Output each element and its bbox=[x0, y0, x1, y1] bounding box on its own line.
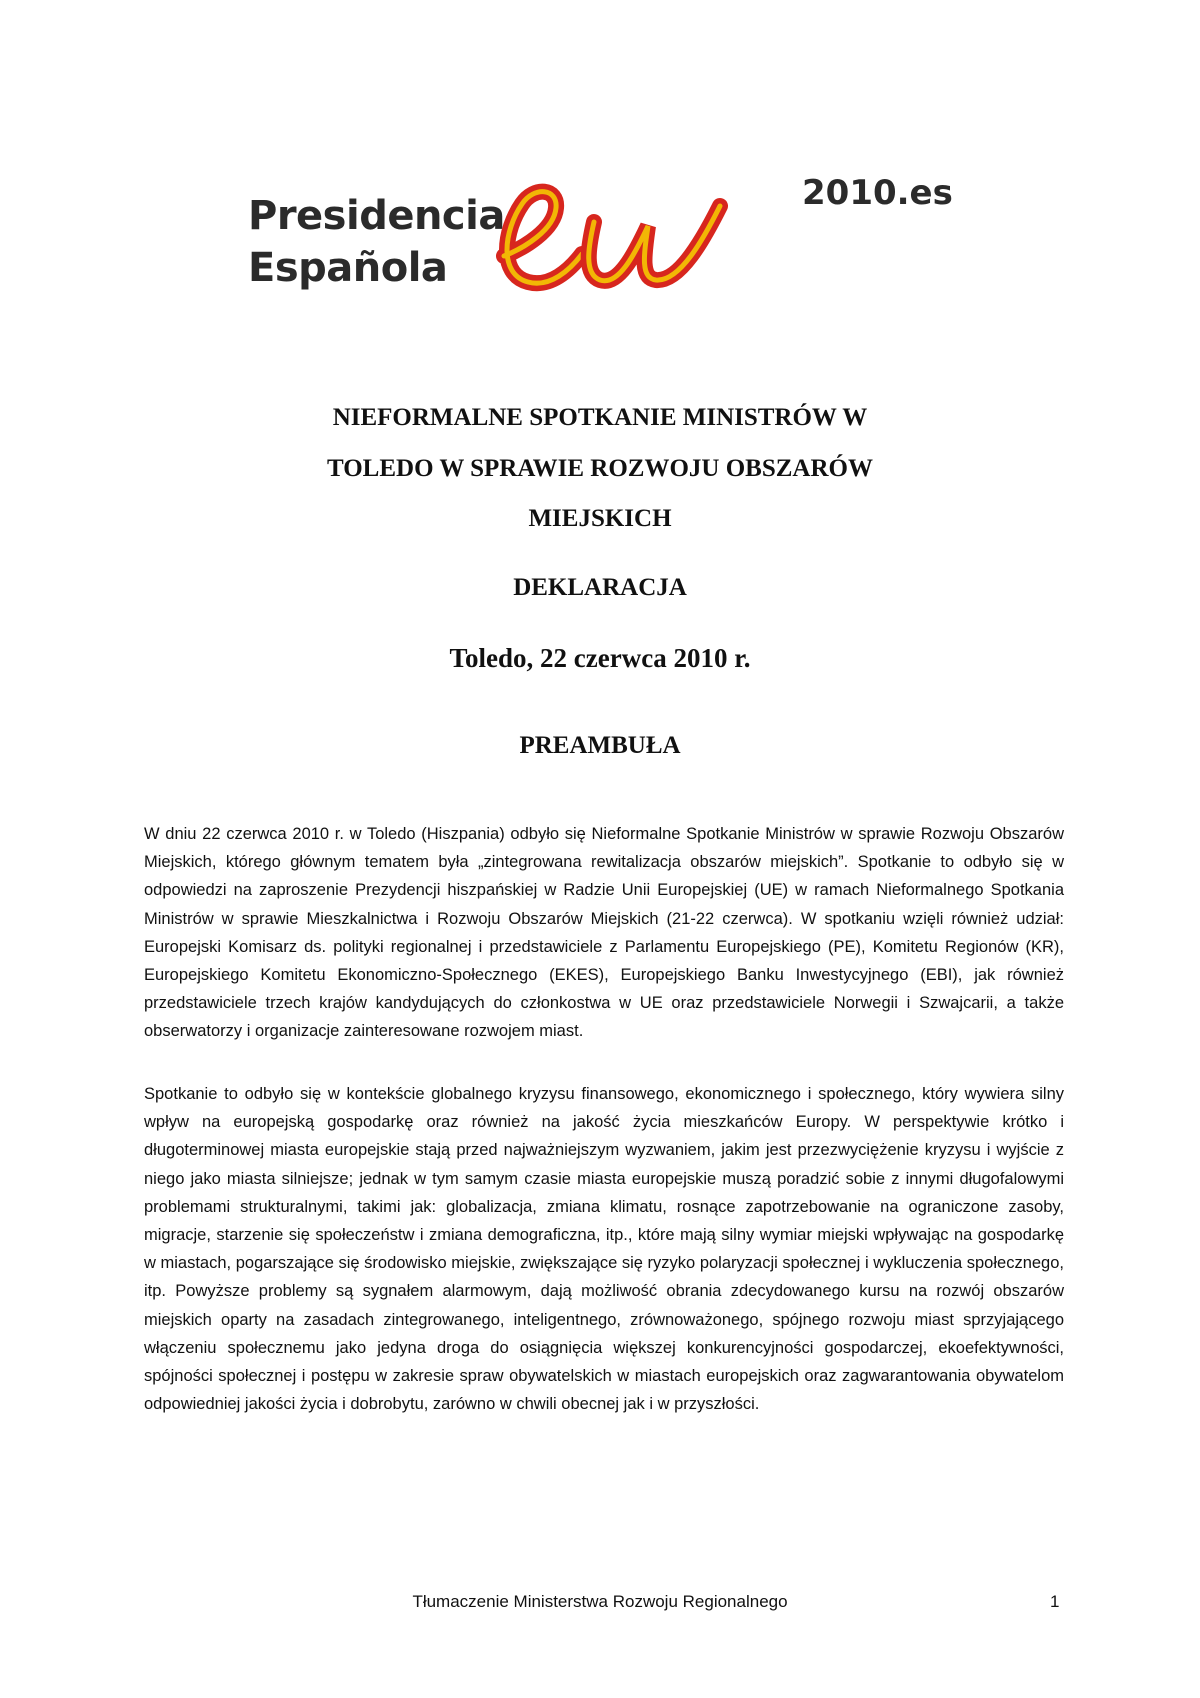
preamble-heading: PREAMBUŁA bbox=[519, 732, 681, 759]
presidency-logo bbox=[248, 168, 953, 298]
logo-word-presidencia: Presidencia bbox=[248, 193, 505, 239]
title-line-2: TOLEDO W SPRAWIE ROZWOJU OBSZARÓW bbox=[327, 455, 873, 482]
title-line-1: NIEFORMALNE SPOTKANIE MINISTRÓW W bbox=[332, 404, 868, 431]
eu-script-mark-icon bbox=[484, 178, 784, 298]
page-number: 1 bbox=[1050, 1592, 1060, 1611]
declaration-heading: DEKLARACJA bbox=[513, 574, 687, 601]
date-heading: Toledo, 22 czerwca 2010 r. bbox=[449, 643, 751, 673]
title-line-3: MIEJSKICH bbox=[528, 505, 672, 532]
paragraph-2: Spotkanie to odbyło się w kontekście globalnego kryzysu finansowego, ekonomicznego i społecznego, który wywiera silny wpływ na europejską gospodarkę oraz również na jakość życia mieszkańców Europy. W perspektywie krótko i długoterminowej miasta europejskie stają przed najważniejszym wyzwaniem, jakim jest przezwyciężenie kryzysu i wyjście z niego jako miasta silniejsze; jednak w tym samym czasie miasta europejskie muszą poradzić sobie z innymi długofalowymi problemami strukturalnymi, takimi jak: globalizacja, zmiana klimatu, rosnące zapotrzebowanie na ograniczone zasoby, migracje, starzenie się społeczeństw i zmiana demograficzna, itp., które mają silny wymiar miejski wpływając na gospodarkę w miastach, pogarszające się środowisko miejskie, zwiększające się ryzyko polaryzacji społecznej i wykluczenia społecznego, itp. Powyższe problemy są sygnałem alarmowym, dają możliwość obrania zdecydowanego kursu na rozwój obszarów miejskich oparty na zasadach zintegrowanego, inteligentnego, zrównoważonego, spójnego rozwoju miast sprzyjającego włączeniu społecznemu jako jedyna droga do osiągnięcia większej konkurencyjności gospodarczej, ekoefektywności, spójności społecznej i postępu w zakresie spraw obywatelskich w miastach europejskich oraz zagwarantowania obywatelom odpowiedniej jakości życia i dobrobytu, zarówno w chwili obecnej jak i w przyszłości. bbox=[144, 1085, 1064, 1414]
footer-translation-note: Tłumaczenie Ministerstwa Rozwoju Regionalnego bbox=[412, 1592, 788, 1611]
logo-word-espanola: Española bbox=[248, 245, 448, 291]
paragraph-1: W dniu 22 czerwca 2010 r. w Toledo (Hiszpania) odbyło się Nieformalne Spotkanie Ministrów w sprawie Rozwoju Obszarów Miejskich, którego głównym tematem była „zintegrowana rewitalizacja obszarów miejskich”. Spotkanie to odbyło się w odpowiedzi na zaproszenie Prezydencji hiszpańskiej w Radzie Unii Europejskiej (UE) w ramach Nieformalnego Spotkania Ministrów w sprawie Mieszkalnictwa i Rozwoju Obszarów Miejskich (21-22 czerwca). W spotkaniu wzięli również udział: Europejski Komisarz ds. polityki regionalnej i przedstawiciele z Parlamentu Europejskiego (PE), Komitetu Regionów (KR), Europejskiego Komitetu Ekonomiczno-Społecznego (EKES), Europejskiego Banku Inwestycyjnego (EBI), jak również przedstawiciele trzech krajów kandydujących do członkostwa w UE oraz przedstawiciele Norwegii i Szwajcarii, a także obserwatorzy i organizacje zainteresowane rozwojem miast. bbox=[144, 825, 1064, 1041]
logo-site-2010-es: 2010.es bbox=[802, 173, 953, 213]
